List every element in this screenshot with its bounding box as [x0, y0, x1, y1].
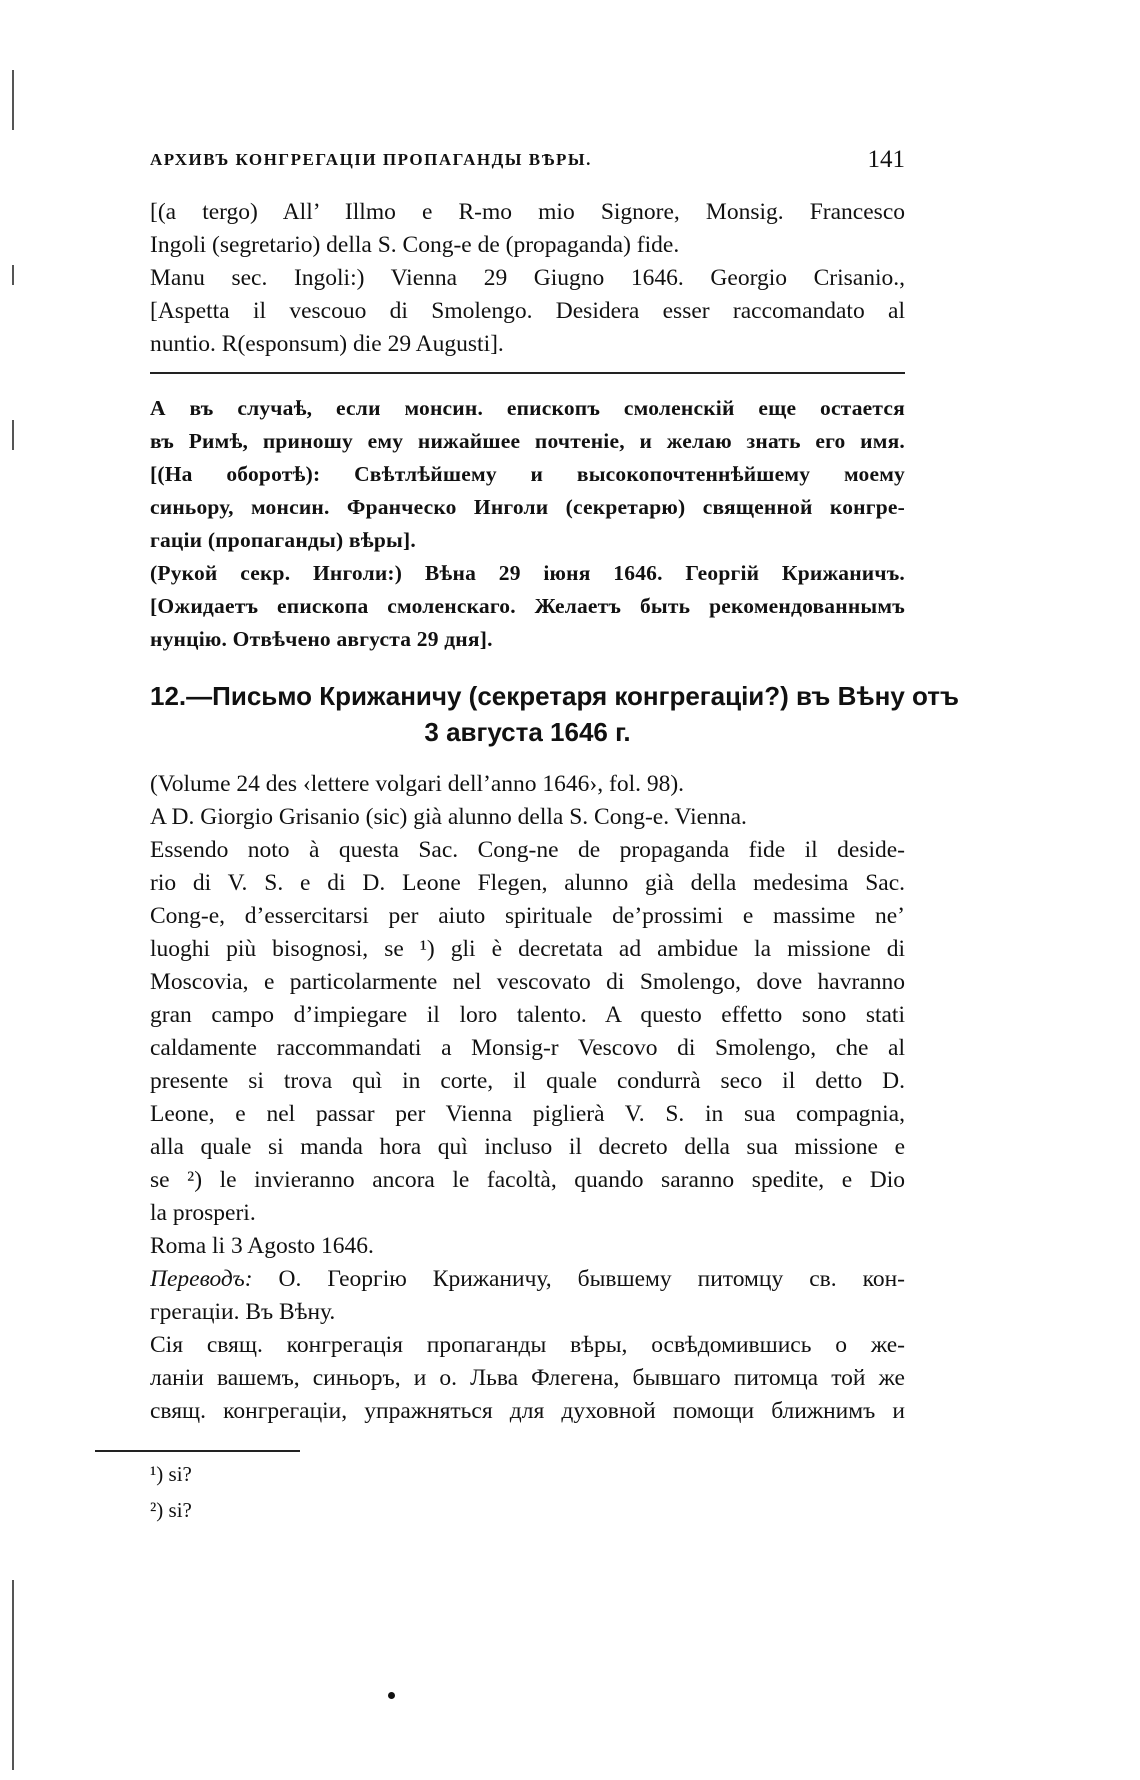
text-line: se ²) le invieranno ancora le facoltà, quando saranno spedite, e Dio — [150, 1167, 905, 1193]
text-line: gran campo d’impiegare il loro talento. A questo effetto sono stati — [150, 1002, 905, 1028]
translation-label: Переводъ: — [150, 1266, 253, 1292]
text-line: ланіи вашемъ, синьоръ, и о. Льва Флегена, бывшаго питомца той же — [150, 1365, 905, 1391]
ink-speck — [388, 1692, 395, 1699]
text-line: [Ожидаетъ епископа смоленскаго. Желаетъ быть рекомендованнымъ — [150, 594, 905, 618]
text-line: presente si trova quì in corte, il quale condurrà seco il detto D. — [150, 1068, 905, 1094]
text-line: caldamente raccommandati a Monsig-r Vescovo di Smolengo, che al — [150, 1035, 905, 1061]
text-line: Cong-e, d’essercitarsi per aiuto spirituale de’prossimi e massime ne’ — [150, 903, 905, 929]
text-line: (Рукой секр. Инголи:) Вѣна 29 іюня 1646. Георгій Крижаничъ. — [150, 561, 905, 585]
text-line: alla quale si manda hora quì incluso il decreto della sua missione e — [150, 1134, 905, 1160]
text-line: rio di V. S. e di D. Leone Flegen, alunno già della medesima Sac. — [150, 870, 905, 896]
section-heading-line: 12.—Письмо Крижаничу (секретаря конгрегаціи?) въ Вѣну отъ — [150, 681, 959, 711]
running-title: АРХИВЪ КОНГРЕГАЦІИ ПРОПАГАНДЫ ВѢРЫ. — [150, 150, 592, 169]
text-line: nuntio. R(esponsum) die 29 Augusti]. — [150, 331, 504, 357]
text-line: Ingoli (segretario) della S. Cong-e de (propaganda) fide. — [150, 232, 680, 258]
footnote: ¹) si? — [150, 1462, 192, 1486]
letter-body — [150, 768, 905, 1263]
footnote-rule — [95, 1450, 300, 1452]
text-line: [Aspetta il vescouo di Smolengo. Desidera esser raccomandato al — [150, 298, 905, 324]
text-line: синьору, монсин. Франческо Инголи (секретарю) священной конгре- — [150, 495, 905, 519]
text-line: гаціи (пропаганды) вѣры]. — [150, 528, 416, 552]
text-line: Moscovia, e particolarmente nel vescovato di Smolengo, dove havranno — [150, 969, 905, 995]
text-line — [150, 1263, 905, 1296]
section-divider — [150, 372, 905, 374]
text-line: (Volume 24 des ‹lettere volgari dell’anno 1646›, fol. 98). — [150, 771, 685, 797]
text-line: la prosperi. — [150, 1200, 256, 1226]
page-number: 141 — [867, 146, 905, 173]
text-line: Roma li 3 Agosto 1646. — [150, 1233, 374, 1259]
translation-first-line: О. Георгію Крижаничу, бывшему питомцу св. кон- — [252, 1266, 905, 1292]
text-line: [(На оборотѣ): Свѣтлѣйшему и высокопочтеннѣйшему моему — [150, 462, 905, 486]
section-heading — [150, 678, 959, 750]
left-edge-mark — [12, 1580, 14, 1770]
text-line: A D. Giorgio Grisanio (sic) già alunno della S. Cong-e. Vienna. — [150, 804, 747, 830]
text-line: грегаціи. Въ Вѣну. — [150, 1299, 336, 1325]
text-line: нунцію. Отвѣчено августа 29 дня]. — [150, 627, 493, 651]
russian-translation-block — [150, 392, 905, 656]
left-edge-mark — [12, 70, 14, 130]
translation-block — [150, 1263, 905, 1428]
latin-address-block — [150, 196, 905, 361]
text-line: [(a tergo) All’ Illmo e R-mo mio Signore, Monsig. Francesco — [150, 199, 905, 225]
left-edge-mark — [12, 265, 14, 285]
text-line: свящ. конгрегаціи, упражняться для духовной помощи ближнимъ и — [150, 1398, 905, 1424]
running-header — [150, 146, 905, 176]
text-line: Leone, e nel passar per Vienna piglierà V. S. in sua compagnia, — [150, 1101, 905, 1127]
left-edge-mark — [12, 420, 14, 450]
text-line: luoghi più bisognosi, se ¹) gli è decretata ad ambidue la missione di — [150, 936, 905, 962]
footnote: ²) si? — [150, 1498, 192, 1522]
text-line: въ Римѣ, приношу ему нижайшее почтеніе, и желаю знать его имя. — [150, 429, 905, 453]
text-line: А въ случаѣ, если монсин. епископъ смоленскій еще остается — [150, 396, 905, 420]
text-line: Manu sec. Ingoli:) Vienna 29 Giugno 1646. Georgio Crisanio., — [150, 265, 905, 291]
text-line: Сія свящ. конгрегація пропаганды вѣры, освѣдомившись о же- — [150, 1332, 905, 1358]
section-heading-line: 3 августа 1646 г. — [424, 717, 631, 747]
text-line: Essendo noto à questa Sac. Cong-ne de propaganda fide il deside- — [150, 837, 905, 863]
